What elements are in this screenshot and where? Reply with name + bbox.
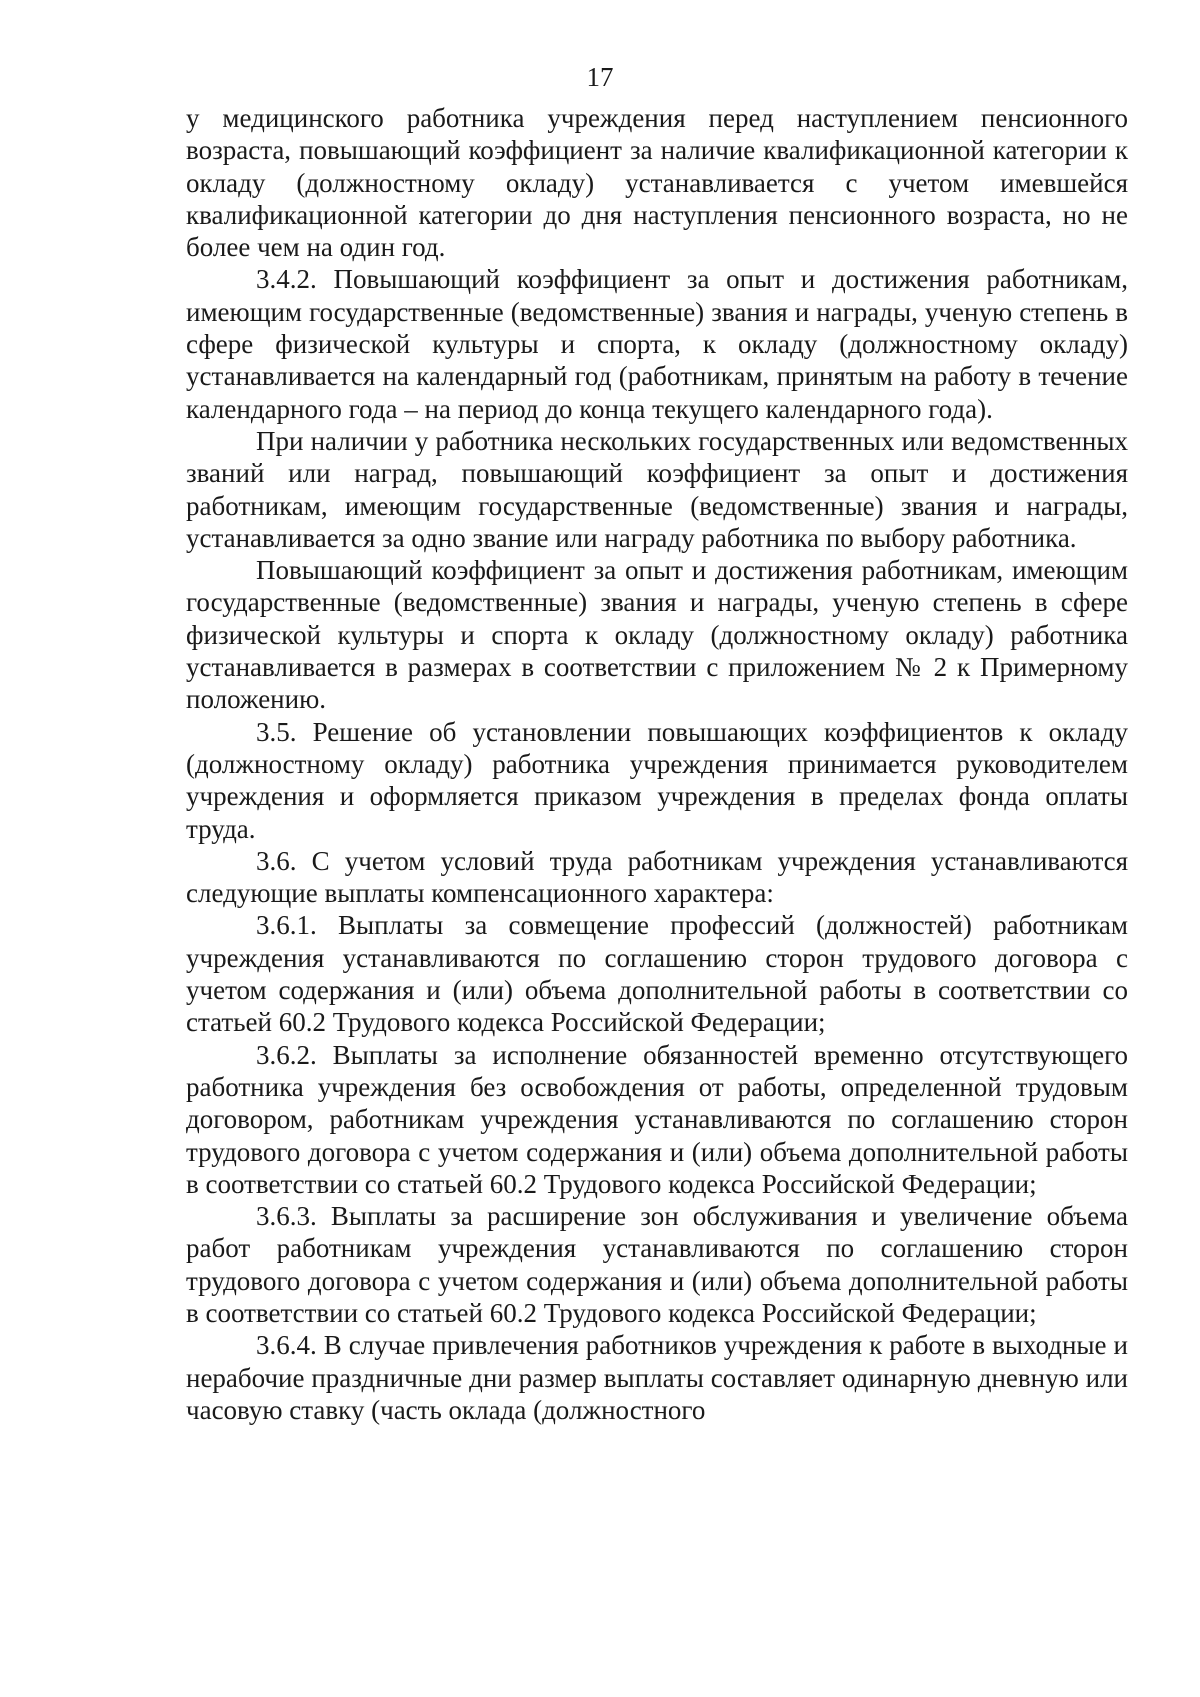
paragraph-pension-continuation: у медицинского работника учреждения перед наступлением пенсионного возраста, повышающий коэффициент за наличие квалификационной категории к окладу (должностному окладу) устанавливается с учетом имевшейся квалификационной категории до дня наступления пенсионного возраста, но не более чем на один год. [186,103,1128,263]
paragraph-3-4-2: 3.4.2. Повышающий коэффициент за опыт и достижения работникам, имеющим государственные (ведомственные) звания и награды, ученую степень в сфере физической культуры и спорта, к окладу (должностному окладу) устанавливается на календарный год (работникам, принятым на работу в течение календарного года – на период до конца текущего календарного года). [186,264,1128,424]
paragraph-3-5: 3.5. Решение об установлении повышающих коэффициентов к окладу (должностному окладу) работника учреждения принимается руководителем учреждения и оформляется приказом учреждения в пределах фонда оплаты труда. [186,716,1128,844]
page-number: 17 [586,62,614,92]
paragraph-3-6-2: 3.6.2. Выплаты за исполнение обязанностей временно отсутствующего работника учреждения без освобождения от работы, определенной трудовым договором, работникам учреждения устанавливаются по соглашению сторон трудового договора с учетом содержания и (или) объема дополнительной работы в соответствии со статьей 60.2 Трудового кодекса Российской Федерации; [186,1039,1128,1199]
paragraph-3-6-4: 3.6.4. В случае привлечения работников учреждения к работе в выходные и нерабочие праздничные дни размер выплаты составляет одинарную дневную или часовую ставку (часть оклада (должностного [186,1330,1128,1425]
paragraph-3-6-1: 3.6.1. Выплаты за совмещение профессий (должностей) работникам учреждения устанавливаются по соглашению сторон трудового договора с учетом содержания и (или) объема дополнительной работы в соответствии со статьей 60.2 Трудового кодекса Российской Федерации; [186,910,1128,1038]
paragraph-3-6: 3.6. С учетом условий труда работникам учреждения устанавливаются следующие выплаты компенсационного характера: [186,845,1128,909]
paragraph-multiple-awards: При наличии у работника нескольких государственных или ведомственных званий или наград, повышающий коэффициент за опыт и достижения работникам, имеющим государственные (ведомственные) звания и награды, устанавливается за одно звание или награду работника по выбору работника. [186,425,1128,553]
paragraph-3-6-3: 3.6.3. Выплаты за расширение зон обслуживания и увеличение объема работ работникам учреждения устанавливаются по соглашению сторон трудового договора с учетом содержания и (или) объема дополнительной работы в соответствии со статьей 60.2 Трудового кодекса Российской Федерации; [186,1201,1128,1328]
paragraph-coefficient-appendix: Повышающий коэффициент за опыт и достижения работникам, имеющим государственные (ведомственные) звания и награды, ученую степень в сфере физической культуры и спорта к окладу (должностному окладу) работника устанавливается в размерах в соответствии с приложением № 2 к Примерному положению. [186,555,1128,715]
document-body [186,102,1128,1426]
